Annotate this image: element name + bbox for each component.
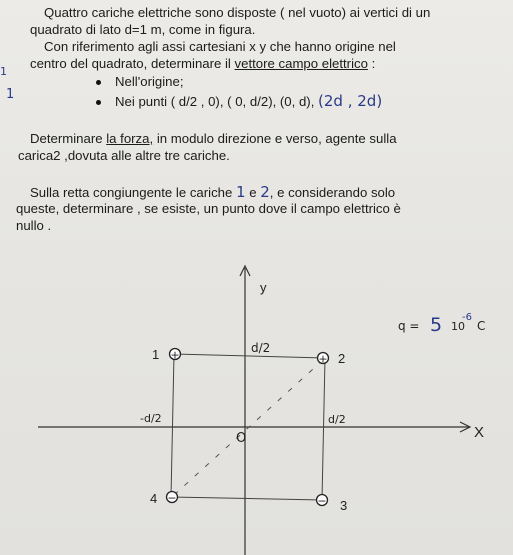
handwritten-charge-b: 2 (260, 183, 270, 201)
handwritten-charge-a: 1 (236, 183, 246, 201)
origin-label: O (236, 431, 247, 446)
margin-note-b: 1 (6, 87, 15, 102)
square-top-side (174, 354, 325, 358)
charge-2-sign: + (318, 352, 328, 366)
top-half-side-label: d/2 (251, 341, 271, 355)
force-line-1-end: in modulo direzione e verso, agente sulla (153, 131, 397, 146)
left-half-side-label: -d/2 (140, 412, 162, 425)
charge-2-label: 2 (338, 351, 346, 366)
square-right-side (322, 358, 325, 500)
q-value: 5 (430, 314, 443, 336)
y-axis-label: y (260, 280, 267, 295)
q-label: q = (398, 319, 420, 333)
margin-note-a: 1 (0, 65, 7, 78)
vettore-campo-elettrico-text: vettore campo elettrico (234, 56, 368, 71)
charge-3-sign: − (317, 494, 327, 508)
force-line-1-start: Determinare (30, 131, 107, 146)
retta-line-3: nullo . (16, 218, 52, 233)
retta-line-2: queste, determinare , se esiste, un punto dove il campo elettrico è (16, 201, 401, 216)
force-line-2: carica2 ,dovuta alle altre tre cariche. (18, 148, 230, 163)
charge-1-label: 1 (152, 347, 160, 362)
bullet-origin-text: Nell'origine; (115, 74, 184, 89)
intro-line-4-end: : (367, 56, 376, 71)
bullet-points-coords: Nei punti ( d/2 , 0), ( 0, d/2), (0, d), (115, 94, 315, 109)
charge-4 (167, 492, 178, 505)
charge-4-label: 4 (150, 491, 158, 506)
q-exponent: -6 (462, 312, 472, 323)
intro-line-1: Quattro cariche elettriche sono disposte ( nel vuoto) ai vertici di un (44, 5, 431, 20)
la-forza-text: la forza, (106, 131, 154, 146)
charge-1-sign: + (170, 348, 180, 362)
square-left-side (171, 354, 174, 497)
retta-line-1-end: , e considerando solo (269, 185, 396, 200)
handwritten-point: (2d , 2d) (318, 92, 383, 110)
x-axis-label: X (474, 424, 485, 441)
intro-line-4-text: centro del quadrato, determinare il (30, 56, 235, 71)
retta-line-1-start: Sulla retta congiungente le cariche (30, 185, 237, 200)
intro-line-3: Con riferimento agli assi cartesiani x y che hanno origine nel (44, 39, 396, 54)
charge-4-sign: − (167, 491, 177, 505)
right-half-side-label: d/2 (328, 413, 346, 426)
charge-3-label: 3 (340, 498, 348, 513)
charge-2 (318, 353, 329, 366)
q-power-base: 10 (451, 320, 465, 333)
q-unit: C (477, 319, 486, 333)
charge-3 (317, 495, 328, 508)
intro-line-2: quadrato di lato d=1 m, come in figura. (30, 22, 256, 37)
retta-line-1-mid: e (245, 185, 261, 200)
square-bottom-side (171, 497, 322, 500)
charge-1 (170, 349, 181, 362)
